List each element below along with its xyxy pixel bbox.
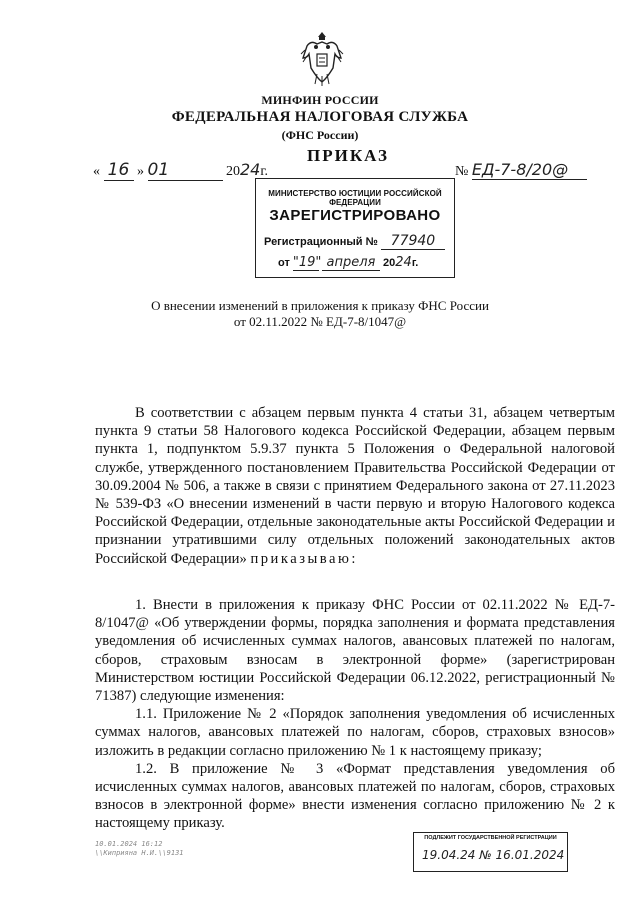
subject-line-1: О внесении изменений в приложения к приказу ФНС России bbox=[151, 298, 489, 313]
preamble-block bbox=[95, 404, 615, 568]
quote-close: » bbox=[137, 164, 144, 179]
service-abbreviation: (ФНС России) bbox=[281, 128, 359, 142]
date-year-prefix: 20 bbox=[226, 164, 240, 179]
order-word: приказываю: bbox=[250, 550, 358, 567]
service-name: ФЕДЕРАЛЬНАЯ НАЛОГОВАЯ СЛУЖБА bbox=[171, 109, 469, 125]
stamp-number-value: 77940 bbox=[381, 233, 445, 250]
document-type: ПРИКАЗ bbox=[307, 146, 389, 165]
date-month: 01 bbox=[148, 160, 223, 181]
footer-note-line-2: \\Киприяна Н.И.\\9131 bbox=[95, 849, 184, 857]
number-sign: № bbox=[455, 164, 469, 179]
registration-stamp bbox=[255, 178, 455, 278]
date-year-mark: г. bbox=[260, 164, 269, 179]
stamp-date-month: апреля bbox=[322, 255, 380, 271]
quote-open: « bbox=[93, 164, 100, 179]
footer-stamp-title: ПОДЛЕЖИТ ГОСУДАРСТВЕННОЙ РЕГИСТРАЦИИ bbox=[424, 835, 557, 841]
stamp-ministry: МИНИСТЕРСТВО ЮСТИЦИИ РОССИЙСКОЙ ФЕДЕРАЦИИ bbox=[268, 189, 442, 207]
stamp-number bbox=[264, 233, 445, 250]
stamp-date-prefix: от bbox=[278, 257, 290, 269]
stamp-date-day: "19" bbox=[292, 255, 322, 270]
number-value: ЕД-7-8/20@ bbox=[472, 160, 587, 180]
stamp-number-label: Регистрационный № bbox=[264, 236, 378, 248]
registration-required-stamp bbox=[413, 832, 568, 872]
footer-note bbox=[95, 840, 184, 858]
date-day: 16 bbox=[104, 160, 134, 181]
stamp-title: ЗАРЕГИСТРИРОВАНО bbox=[269, 207, 441, 224]
item-1-2: 1.2. В приложение № 3 «Формат представления уведомления об исчисленных суммах налогов, авансовых платежей по налогам, сборов, страховых взносов в электронной форме» внести изменения согласно приложению № 2 к настоящему приказу. bbox=[95, 760, 615, 832]
coat-of-arms-icon bbox=[297, 28, 347, 88]
stamp-date-year-suffix: 24 bbox=[395, 255, 412, 270]
item-1: 1. Внести в приложения к приказу ФНС России от 02.11.2022 № ЕД-7-8/1047@ «Об утверждении формы, порядка заполнения и формата представления уведомления об исчисленных суммах налогов, авансовых платежей по налогам, сборов, страховым взносам в электронной форме» (зарегистрирован Министерством юстиции Российской Федерации 06.12.2022, регистрационный № 71387) следующие изменения: bbox=[95, 597, 615, 705]
stamp-date-year-prefix: 20 bbox=[383, 257, 396, 269]
preamble-text: В соответствии с абзацем первым пункта 4 статьи 31, абзацем четвертым пункта 9 статьи 58 Налогового кодекса Российской Федерации, абзацем первым пункта 1, подпунктом 5.9.37 пункта 5 Положения о Федеральной налоговой службе, утвержденного постановлением Правительства Российской Федерации от 30.09.2004 № 506, а также в связи с принятием Федерального закона от 27.11.2023 № 539-ФЗ «О внесении изменений в части первую и вторую Налогового кодекса Российской Федерации, отдельные законодательные акты Российской Федерации и признании утратившими силу отдельных положений законодательных актов Российской Федерации» bbox=[95, 405, 615, 567]
item-1-1: 1.1. Приложение № 2 «Порядок заполнения уведомления об исчисленных суммах налогов, авансовых платежей по налогам, сборов, страховых взносов» изложить в редакции согласно приложению № 1 к настоящему приказу; bbox=[95, 706, 615, 759]
stamp-date bbox=[278, 255, 418, 271]
items-block bbox=[95, 596, 615, 833]
ministry-name: МИНФИН РОССИИ bbox=[261, 93, 379, 107]
document-number bbox=[455, 160, 587, 180]
footer-note-line-1: 10.01.2024 16:12 bbox=[95, 840, 163, 848]
subject-line-2: от 02.11.2022 № ЕД-7-8/1047@ bbox=[233, 314, 407, 329]
date-field bbox=[93, 160, 268, 181]
document-subject bbox=[0, 298, 640, 330]
date-year-suffix: 24 bbox=[240, 160, 261, 179]
preamble-paragraph bbox=[95, 404, 615, 568]
footer-stamp-value: 19.04.24 № 16.01.2024 bbox=[422, 848, 565, 862]
stamp-date-suffix: г. bbox=[411, 257, 419, 269]
